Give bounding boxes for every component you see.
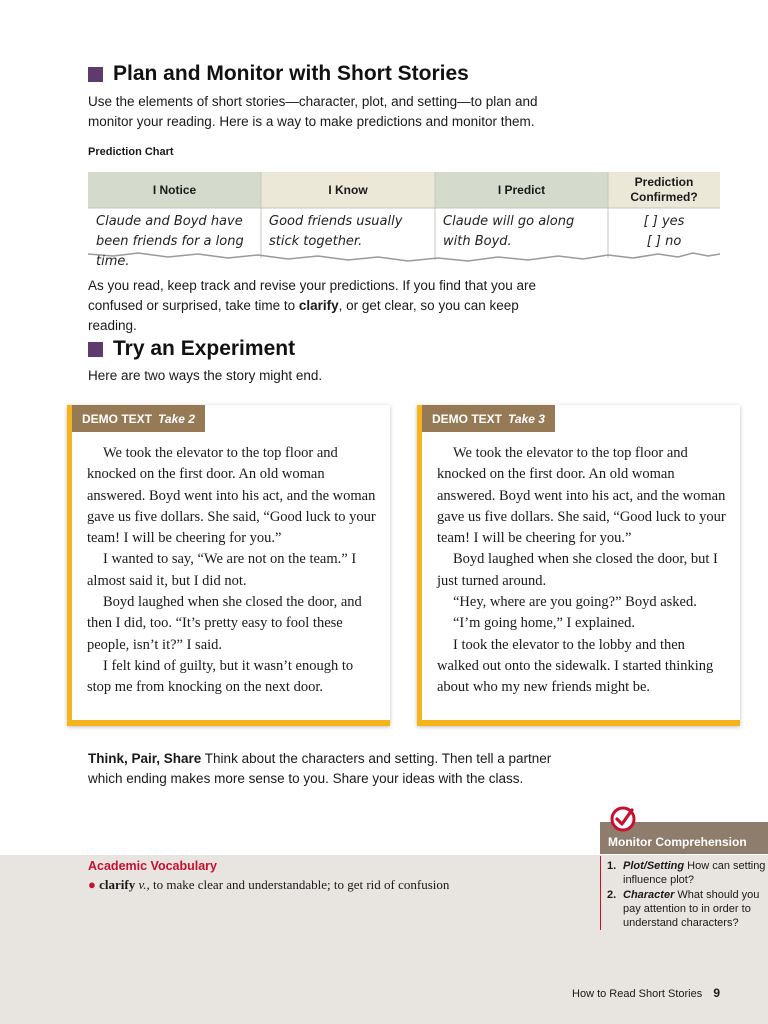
demo-paragraph: “I’m going home,” I explained. [453, 615, 635, 632]
monitor-item-text [623, 888, 768, 930]
after-chart-text-1: As you read, keep track and revise your predictions. If you find that you are confused or surprised, take time to [88, 278, 536, 313]
vocab-entry [88, 877, 449, 893]
after-chart-text-2: , or get clear, so you can keep reading. [88, 298, 519, 333]
heading-square-icon [88, 342, 103, 357]
cell-know: Good friends usually stick together. [269, 214, 403, 249]
experiment-intro: Here are two ways the story might end. [88, 368, 323, 383]
prediction-chart [88, 172, 720, 269]
clarify-term: clarify [298, 298, 339, 313]
monitor-item-number: 1. [607, 860, 617, 872]
monitor-item-topic: Plot/Setting [623, 860, 685, 872]
footer-title: How to Read Short Stories [572, 988, 703, 1000]
monitor-item-question: How can setting influence plot? [623, 860, 766, 886]
section-heading-plan [88, 62, 469, 86]
demo-body [437, 443, 727, 699]
heading-square-icon [88, 67, 103, 82]
monitor-item-text [623, 859, 768, 887]
confirm-no: [ ] no [646, 234, 682, 249]
monitor-item [607, 859, 768, 887]
demo-paragraph: Boyd laughed when she closed the door, and then I did, too. “It’s pretty easy to fool these people, isn’t it?” I said. [87, 594, 362, 653]
demo-paragraph: “Hey, where are you going?” Boyd asked. [453, 594, 697, 611]
vocab-term: clarify [99, 877, 136, 892]
demo-take: Take 2 [158, 411, 195, 426]
confirm-yes: [ ] yes [643, 214, 685, 229]
intro-paragraph: Use the elements of short stories—character, plot, and setting—to plan and monitor your reading. Here is a way to make predictions and monitor them. [88, 94, 538, 129]
think-pair-share-label: Think, Pair, Share [88, 751, 202, 766]
think-pair-share-text: Think about the characters and setting. Then tell a partner which ending makes more sense to you. Share your ideas with the class. [88, 751, 552, 786]
vocab-heading: Academic Vocabulary [88, 859, 217, 873]
page-footer [540, 986, 720, 1000]
demo-paragraph: We took the elevator to the top floor and knocked on the first door. An old woman answered. Boyd went into his act, and the woman gave us five dollars. She said, “Good luck to your team! I will be cheering for you.” [437, 445, 726, 547]
demo-text-take-2 [67, 405, 390, 726]
demo-label [72, 405, 205, 432]
demo-take: Take 3 [508, 411, 545, 426]
check-circle-icon [610, 806, 636, 832]
cell-confirmed [608, 208, 720, 260]
monitor-item-number: 2. [607, 889, 617, 901]
header-i-notice: I Notice [152, 182, 197, 197]
vocab-definition: to make clear and understandable; to get rid of confusion [149, 877, 450, 892]
monitor-list [600, 856, 768, 930]
cell-predict: Claude will go along with Boyd. [443, 214, 575, 249]
demo-paragraph: Boyd laughed when she closed the door, but I just turned around. [437, 551, 718, 589]
monitor-heading: Monitor Comprehension [600, 822, 768, 854]
monitor-item-topic: Character [623, 889, 675, 901]
demo-text-take-3 [417, 405, 740, 726]
after-chart-paragraph [88, 276, 568, 336]
monitor-item [607, 888, 768, 930]
cell-notice: Claude and Boyd have been friends for a long time. [96, 214, 244, 269]
section-heading-experiment [88, 337, 295, 361]
chart-title: Prediction Chart [88, 146, 174, 158]
demo-label-text: DEMO TEXT [432, 411, 503, 426]
monitor-item-question: What should you pay attention to in order to understand characters? [623, 889, 760, 929]
demo-label-text: DEMO TEXT [82, 411, 153, 426]
bullet-icon: ● [88, 877, 96, 892]
monitor-comprehension [600, 822, 768, 931]
page-number: 9 [713, 986, 720, 1000]
demo-paragraph: I took the elevator to the lobby and then walked out onto the sidewalk. I started thinking about who my new friends might be. [437, 636, 714, 696]
heading-text: Plan and Monitor with Short Stories [113, 62, 469, 85]
heading-text: Try an Experiment [113, 337, 296, 360]
demo-paragraph: I wanted to say, “We are not on the team.” I almost said it, but I did not. [87, 551, 357, 589]
demo-label [422, 405, 555, 432]
vocab-part-of-speech: v., [135, 877, 150, 892]
demo-paragraph: I felt kind of guilty, but it wasn’t enough to stop me from knocking on the next door. [87, 657, 354, 696]
demo-body [87, 443, 377, 699]
header-prediction-confirmed: Prediction Confirmed? [630, 175, 698, 204]
header-i-predict: I Predict [497, 182, 546, 197]
header-i-know: I Know [328, 182, 368, 197]
demo-paragraph: We took the elevator to the top floor and knocked on the first door. An old woman answered. Boyd went into his act, and the woman gave us five dollars. She said, “Good luck to your team! I will be cheering for you.” [87, 445, 376, 547]
think-pair-share [88, 749, 568, 789]
